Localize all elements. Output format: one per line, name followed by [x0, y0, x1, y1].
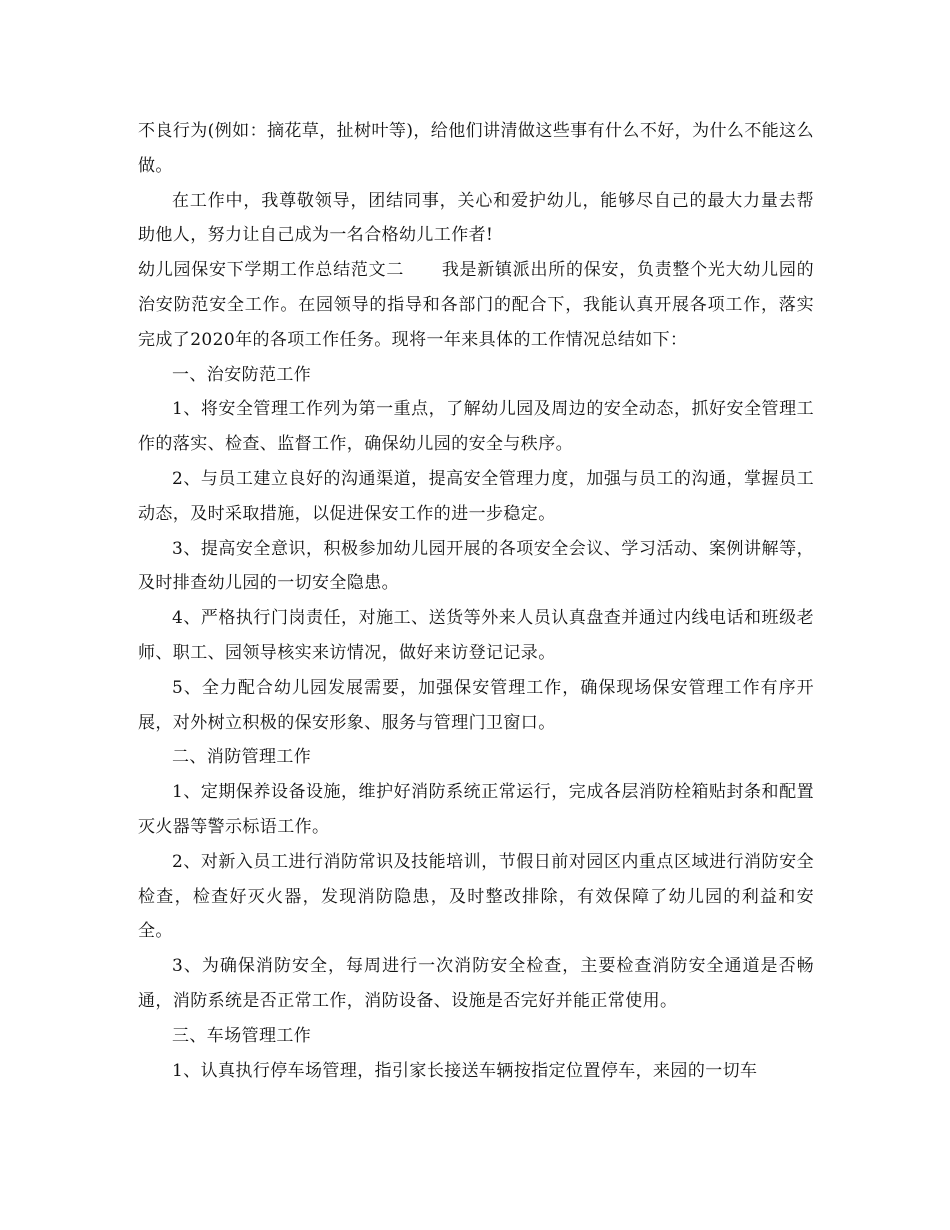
- paragraph-security-item-4: 4、严格执行门岗责任，对施工、送货等外来人员认真盘查并通过内线电话和班级老师、职工、园领导核实来访情况，做好来访登记记录。: [138, 608, 814, 663]
- paragraph-security-item-5: 5、全力配合幼儿园发展需要，加强保安管理工作，确保现场保安管理工作有序开展，对外树立积极的保安形象、服务与管理门卫窗口。: [138, 677, 814, 733]
- paragraph-continuation: 不良行为(例如：摘花草，扯树叶等)，给他们讲清做这些事有什么不好，为什么不能这么做。: [138, 121, 814, 176]
- section-title: 幼儿园保安下学期工作总结范文二: [138, 260, 405, 281]
- paragraph-work-attitude: 在工作中，我尊敬领导，团结同事，关心和爱护幼儿，能够尽自己的最大力量去帮助他人，努力让自己成为一名合格幼儿工作者!: [138, 190, 814, 246]
- document-body: [138, 114, 814, 1088]
- paragraph-second-sample-intro: [138, 253, 814, 357]
- paragraph-fire-item-3: 3、为确保消防安全，每周进行一次消防安全检查，主要检查消防安全通道是否畅通，消防系统是否正常工作，消防设备、设施是否完好并能正常使用。: [138, 956, 814, 1011]
- heading-fire-management: 二、消防管理工作: [172, 747, 312, 768]
- paragraph-fire-item-2: 2、对新入员工进行消防常识及技能培训，节假日前对园区内重点区域进行消防安全检查，检查好灭火器，发现消防隐患，及时整改排除，有效保障了幼儿园的利益和安全。: [138, 851, 814, 942]
- paragraph-security-item-2: 2、与员工建立良好的沟通渠道，提高安全管理力度，加强与员工的沟通，掌握员工动态，及时采取措施，以促进保安工作的进一步稳定。: [138, 468, 814, 524]
- intro-text: 我是新镇派出所的保安，负责整个光大幼儿园的治安防范安全工作。在园领导的指导和各部门的配合下，我能认真开展各项工作，落实完成了2020年的各项工作任务。现将一年来具体的工作情况总结如下：: [138, 260, 815, 350]
- heading-parking-management: 三、车场管理工作: [172, 1025, 312, 1046]
- paragraph-security-item-3: 3、提高安全意识，积极参加幼儿园开展的各项安全会议、学习活动、案例讲解等，及时排查幼儿园的一切安全隐患。: [138, 538, 814, 594]
- heading-security-prevention: 一、治安防范工作: [172, 364, 312, 385]
- paragraph-parking-item-1: 1、认真执行停车场管理，指引家长接送车辆按指定位置停车，来园的一切车: [172, 1060, 758, 1081]
- paragraph-fire-item-1: 1、定期保养设备设施，维护好消防系统正常运行，完成各层消防栓箱贴封条和配置灭火器等警示标语工作。: [138, 782, 814, 837]
- paragraph-security-item-1: 1、将安全管理工作列为第一重点，了解幼儿园及周边的安全动态，抓好安全管理工作的落实、检查、监督工作，确保幼儿园的安全与秩序。: [138, 399, 814, 455]
